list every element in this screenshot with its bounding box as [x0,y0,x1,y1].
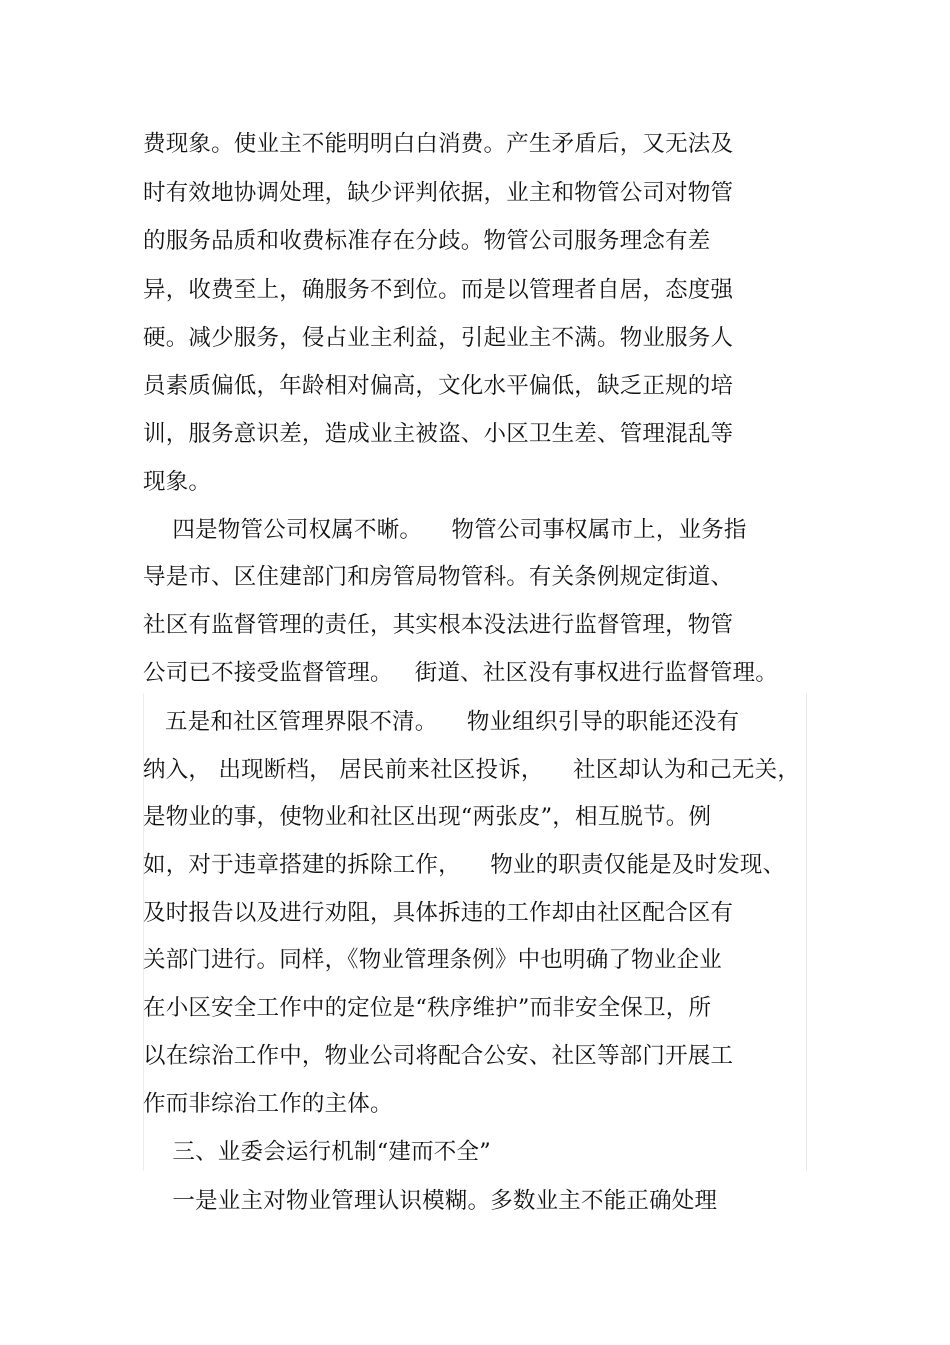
text-line: 是物业的事，使物业和社区出现“两张皮”，相互脱节。例 [143,804,712,830]
text-line: 费现象。使业主不能明明白白消费。产生矛盾后，又无法及 [143,131,734,157]
text-line: 在小区安全工作中的定位是“秩序维护”而非安全保卫，所 [143,995,712,1021]
text-line: 导是市、区住建部门和房管局物管科。有关条例规定街道、 [143,564,734,590]
text-line: 训，服务意识差，造成业主被盗、小区卫生差、管理混乱等 [143,421,734,447]
text-line: 及时报告以及进行劝阻，具体拆违的工作却由社区配合区有 [143,900,734,926]
text-line: 硬。减少服务，侵占业主利益，引起业主不满。物业服务人 [143,325,734,351]
text-line: 纳入， 出现断档， 居民前来社区投诉， 社区却认为和己无关， [143,757,801,783]
text-line: 现象。 [143,469,212,495]
text-line: 以在综治工作中，物业公司将配合公安、社区等部门开展工 [143,1043,734,1069]
text-line: 社区有监督管理的责任，其实根本没法进行监督管理，物管 [143,612,734,638]
text-line: 公司已不接受监督管理。 街道、社区没有事权进行监督管理。 [143,660,778,686]
text-line: 关部门进行。同样，《物业管理条例》中也明确了物业企业 [143,947,722,973]
paragraph-heading: 五是和社区管理界限不清。 物业组织引导的职能还没有 [143,709,740,735]
text-line: 异，收费至上，确服务不到位。而是以管理者自居，态度强 [143,277,734,303]
text-line: 时有效地协调处理，缺少评判依据，业主和物管公司对物管 [143,180,734,206]
text-line: 作而非综治工作的主体。 [143,1091,393,1117]
paragraph-heading: 一是业主对物业管理认识模糊。多数业主不能正确处理 [143,1188,718,1214]
text-line: 如，对于违章搭建的拆除工作， 物业的职责仅能是及时发现、 [143,852,786,878]
text-line: 员素质偏低，年龄相对偏高，文化水平偏低，缺乏正规的培 [143,373,734,399]
section-heading: 三、业委会运行机制“建而不全” [143,1139,491,1165]
text-line: 的服务品质和收费标准存在分歧。物管公司服务理念有差 [143,228,711,254]
frame-border-right [806,693,807,1171]
paragraph-heading: 四是物管公司权属不晰。 物管公司事权属市上，业务指 [143,517,747,543]
